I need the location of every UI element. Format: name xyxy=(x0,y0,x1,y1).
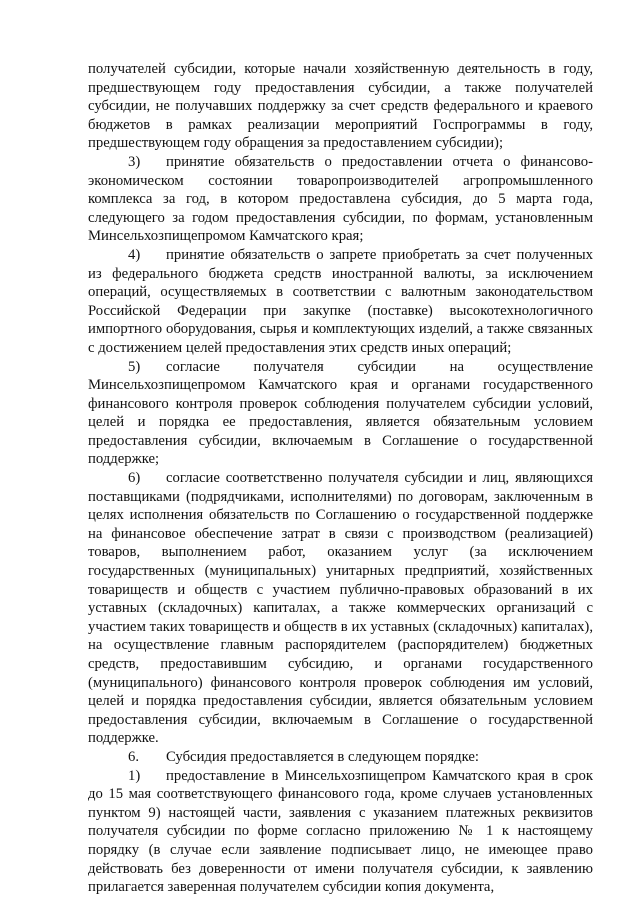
list-item-4 xyxy=(88,246,593,358)
list-item-number: 6) xyxy=(128,470,141,487)
paragraph-text: принятие обязательств о запрете приобретать за счет полученных из федерального бюджета средств иностранной валюты, за исключением операций, осуществляемых в соответствии с валютным законодательством Российской Федерации при закупке (поставке) высокотехнологичного импортного оборудования, сырья и комплектующих изделий, а также связанных с достижением целей предоставления этих средств иных операций; xyxy=(88,246,593,356)
list-item-5 xyxy=(88,358,593,470)
paragraph-text: согласие соответственно получателя субсидии и лиц, являющихся поставщиками (подрядчиками, исполнителями) по договорам, заключенным в целях исполнения обязательств по Соглашению о государственной поддержке на финансовое обеспечение затрат в связи с производством (реализацией) товаров, выполнением работ, оказанием услуг (за исключением государственных (муниципальных) унитарных предприятий, хозяйственных товариществ и обществ с участием публично-правовых образований в их уставных (складочных) капиталах, а также коммерческих организаций с участием таких товариществ и обществ в их уставных (складочных) капиталах), на осуществление главным распорядителем (распорядителем) бюджетных средств, предоставившим субсидию, и органами государственного (муниципального) финансового контроля проверок соблюдения им условий, целей и порядка предоставления субсидии, является обязательным условием предоставления субсидии, включаемым в Соглашение о государственной поддержке. xyxy=(88,470,593,747)
paragraph-text: принятие обязательств о предоставлении отчета о финансово-экономическом состоянии товаропроизводителей агропромышленного комплекса за год, в котором предоставлена субсидия, до 5 марта года, следующего за годом предоставления субсидии, по формам, установленным Минсельхозпищепромом Камчатского края; xyxy=(88,153,593,245)
list-item-3 xyxy=(88,153,593,246)
section-6-heading xyxy=(88,748,593,767)
list-item-number: 3) xyxy=(128,153,141,170)
paragraph-text: предоставление в Минсельхозпищепром Камчатского края в срок до 15 мая соответствующего финансового года, кроме случаев установленных пунктом 9) настоящей части, заявления с указанием платежных реквизитов получателя субсидии по форме согласно приложению № 1 к настоящему порядку (в случае если заявление подписывает лицо, не имеющее право действовать без доверенности от имени получателя субсидии, к заявлению прилагается заверенная получателем субсидии копия документа, xyxy=(88,767,593,896)
paragraph-text: Субсидия предоставляется в следующем порядке: xyxy=(166,748,479,765)
section-number: 6. xyxy=(128,748,140,765)
paragraph-continuation xyxy=(88,60,593,153)
list-item-6 xyxy=(88,469,593,748)
list-item-number: 4) xyxy=(128,246,141,263)
paragraph-text: получателей субсидии, которые начали хозяйственную деятельность в году, предшествующем году предоставления субсидии, а также получателей субсидии, не получавших поддержку за счет средств федерального и краевого бюджетов в рамках реализации мероприятий Госпрограммы в году, предшествующем году обращения за предоставлением субсидии); xyxy=(88,61,593,152)
paragraph-text: согласие получателя субсидии на осуществление Минсельхозпищепромом Камчатского края и органами государственного финансового контроля проверок соблюдения получателем субсидии условий, целей и порядка ее предоставления, является обязательным условием предоставления субсидии, включаемым в Соглашение о государственной поддержке; xyxy=(88,358,593,468)
list-item-number: 5) xyxy=(128,358,141,375)
list-item-number: 1) xyxy=(128,767,141,784)
list-item-section6-1 xyxy=(88,767,593,897)
document-body xyxy=(88,60,593,897)
